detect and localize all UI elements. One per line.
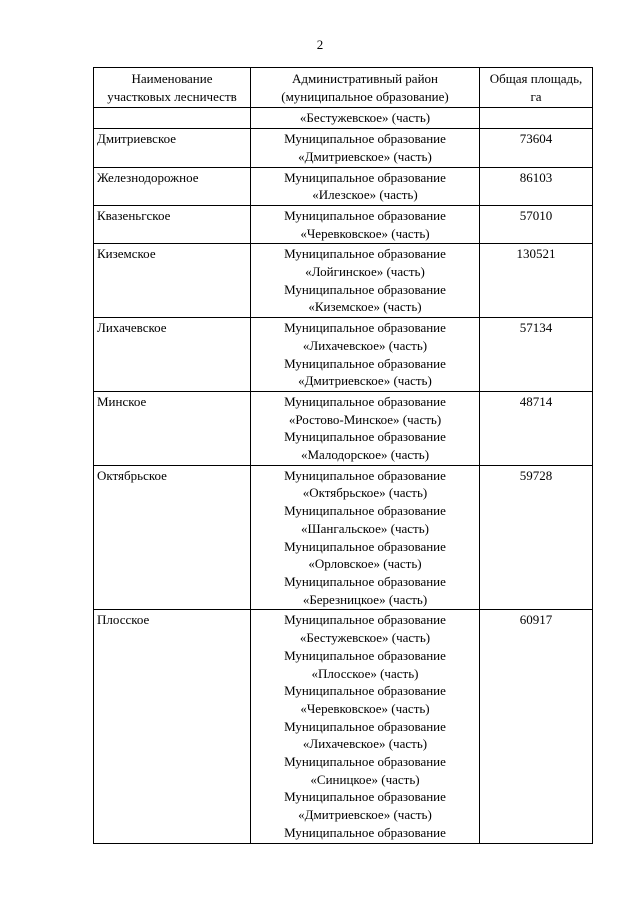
forestry-name-cell: Минское [94, 391, 251, 465]
district-cell [251, 610, 480, 843]
district-line: Муниципальное образование [284, 207, 446, 223]
table-row [94, 205, 593, 243]
district-cell [251, 391, 480, 465]
header-district [251, 68, 480, 108]
district-line: Муниципальное образование [284, 538, 446, 554]
district-line: Муниципальное образование [284, 754, 446, 770]
district-line: Муниципальное образование [284, 503, 446, 519]
district-line: Муниципальное образование [284, 393, 446, 409]
district-cell [251, 465, 480, 610]
district-line: Муниципальное образование [284, 281, 446, 297]
district-line: «Бестужевское» (часть) [299, 110, 431, 126]
district-line: Муниципальное образование [284, 467, 446, 483]
forestry-name-cell [94, 108, 251, 129]
district-cell [251, 205, 480, 243]
district-cell [251, 318, 480, 392]
district-line: Муниципальное образование [284, 718, 446, 734]
district-line: Муниципальное образование [284, 612, 446, 628]
forestry-name-cell: Октябрьское [94, 465, 251, 610]
district-line: Муниципальное образование [284, 429, 446, 445]
forestry-name-cell: Квазеньгское [94, 205, 251, 243]
page-number: 2 [316, 37, 324, 52]
total-area-cell: 86103 [480, 167, 593, 205]
forestry-name-cell: Киземское [94, 244, 251, 318]
forestry-name-cell: Лихачевское [94, 318, 251, 392]
district-line: Муниципальное образование [284, 246, 446, 262]
header-text: Административный район [291, 71, 438, 86]
district-line: «Черевковское» (часть) [300, 225, 430, 241]
district-line: «Шангальское» (часть) [301, 520, 429, 536]
header-text: (муниципальное образование) [281, 88, 449, 104]
total-area-cell: 48714 [480, 391, 593, 465]
header-total-area [480, 68, 593, 108]
district-cell [251, 108, 480, 129]
district-line: «Илезское» (часть) [312, 187, 418, 203]
district-line: «Дмитриевское» (часть) [298, 807, 432, 823]
district-cell [251, 244, 480, 318]
district-line: Муниципальное образование [284, 573, 446, 589]
total-area-cell: 60917 [480, 610, 593, 843]
total-area-cell: 73604 [480, 129, 593, 167]
header-text: га [530, 88, 542, 104]
district-line: «Лихачевское» (часть) [302, 337, 428, 353]
table-row [94, 465, 593, 610]
district-line: «Октябрьское» (часть) [302, 485, 428, 501]
district-line: Муниципальное образование [284, 647, 446, 663]
district-line: Муниципальное образование [284, 789, 446, 805]
district-line: «Дмитриевское» (часть) [298, 148, 432, 164]
header-text: Общая площадь, [489, 71, 583, 86]
district-line: «Березницкое» (часть) [302, 591, 428, 607]
table-row [94, 244, 593, 318]
header-text: участковых лесничеств [107, 88, 237, 104]
table-header-row [94, 68, 593, 108]
district-cell [251, 167, 480, 205]
table-body [94, 108, 593, 843]
header-forestry-name [94, 68, 251, 108]
forestry-name-cell: Железнодорожное [94, 167, 251, 205]
total-area-cell [480, 108, 593, 129]
total-area-cell: 59728 [480, 465, 593, 610]
forestry-table [93, 67, 593, 844]
table-row [94, 610, 593, 843]
total-area-cell: 130521 [480, 244, 593, 318]
district-line: Муниципальное образование [284, 131, 446, 147]
district-line: «Лойгинское» (часть) [305, 264, 425, 280]
district-line: «Лихачевское» (часть) [302, 736, 428, 752]
table-row [94, 391, 593, 465]
district-line: Муниципальное образование [284, 320, 446, 336]
district-line: «Черевковское» (часть) [300, 700, 430, 716]
district-line: «Киземское» (часть) [308, 299, 422, 315]
district-line: «Плосское» (часть) [311, 665, 419, 681]
total-area-cell: 57010 [480, 205, 593, 243]
district-line: Муниципальное образование [284, 683, 446, 699]
forestry-name-cell: Плосское [94, 610, 251, 843]
table-row [94, 318, 593, 392]
table-row [94, 108, 593, 129]
table-row [94, 129, 593, 167]
district-line: Муниципальное образование [284, 355, 446, 371]
district-line: «Малодорское» (часть) [300, 447, 430, 463]
district-line: Муниципальное образование [284, 169, 446, 185]
district-line: Муниципальное образование [284, 824, 446, 840]
district-line: «Дмитриевское» (часть) [298, 373, 432, 389]
forestry-name-cell: Дмитриевское [94, 129, 251, 167]
district-line: «Ростово-Минское» (часть) [288, 411, 442, 427]
table-row [94, 167, 593, 205]
district-line: «Синицкое» (часть) [310, 771, 420, 787]
district-cell [251, 129, 480, 167]
district-line: «Бестужевское» (часть) [299, 630, 431, 646]
header-text: Наименование [131, 71, 213, 86]
total-area-cell: 57134 [480, 318, 593, 392]
district-line: «Орловское» (часть) [308, 556, 422, 572]
